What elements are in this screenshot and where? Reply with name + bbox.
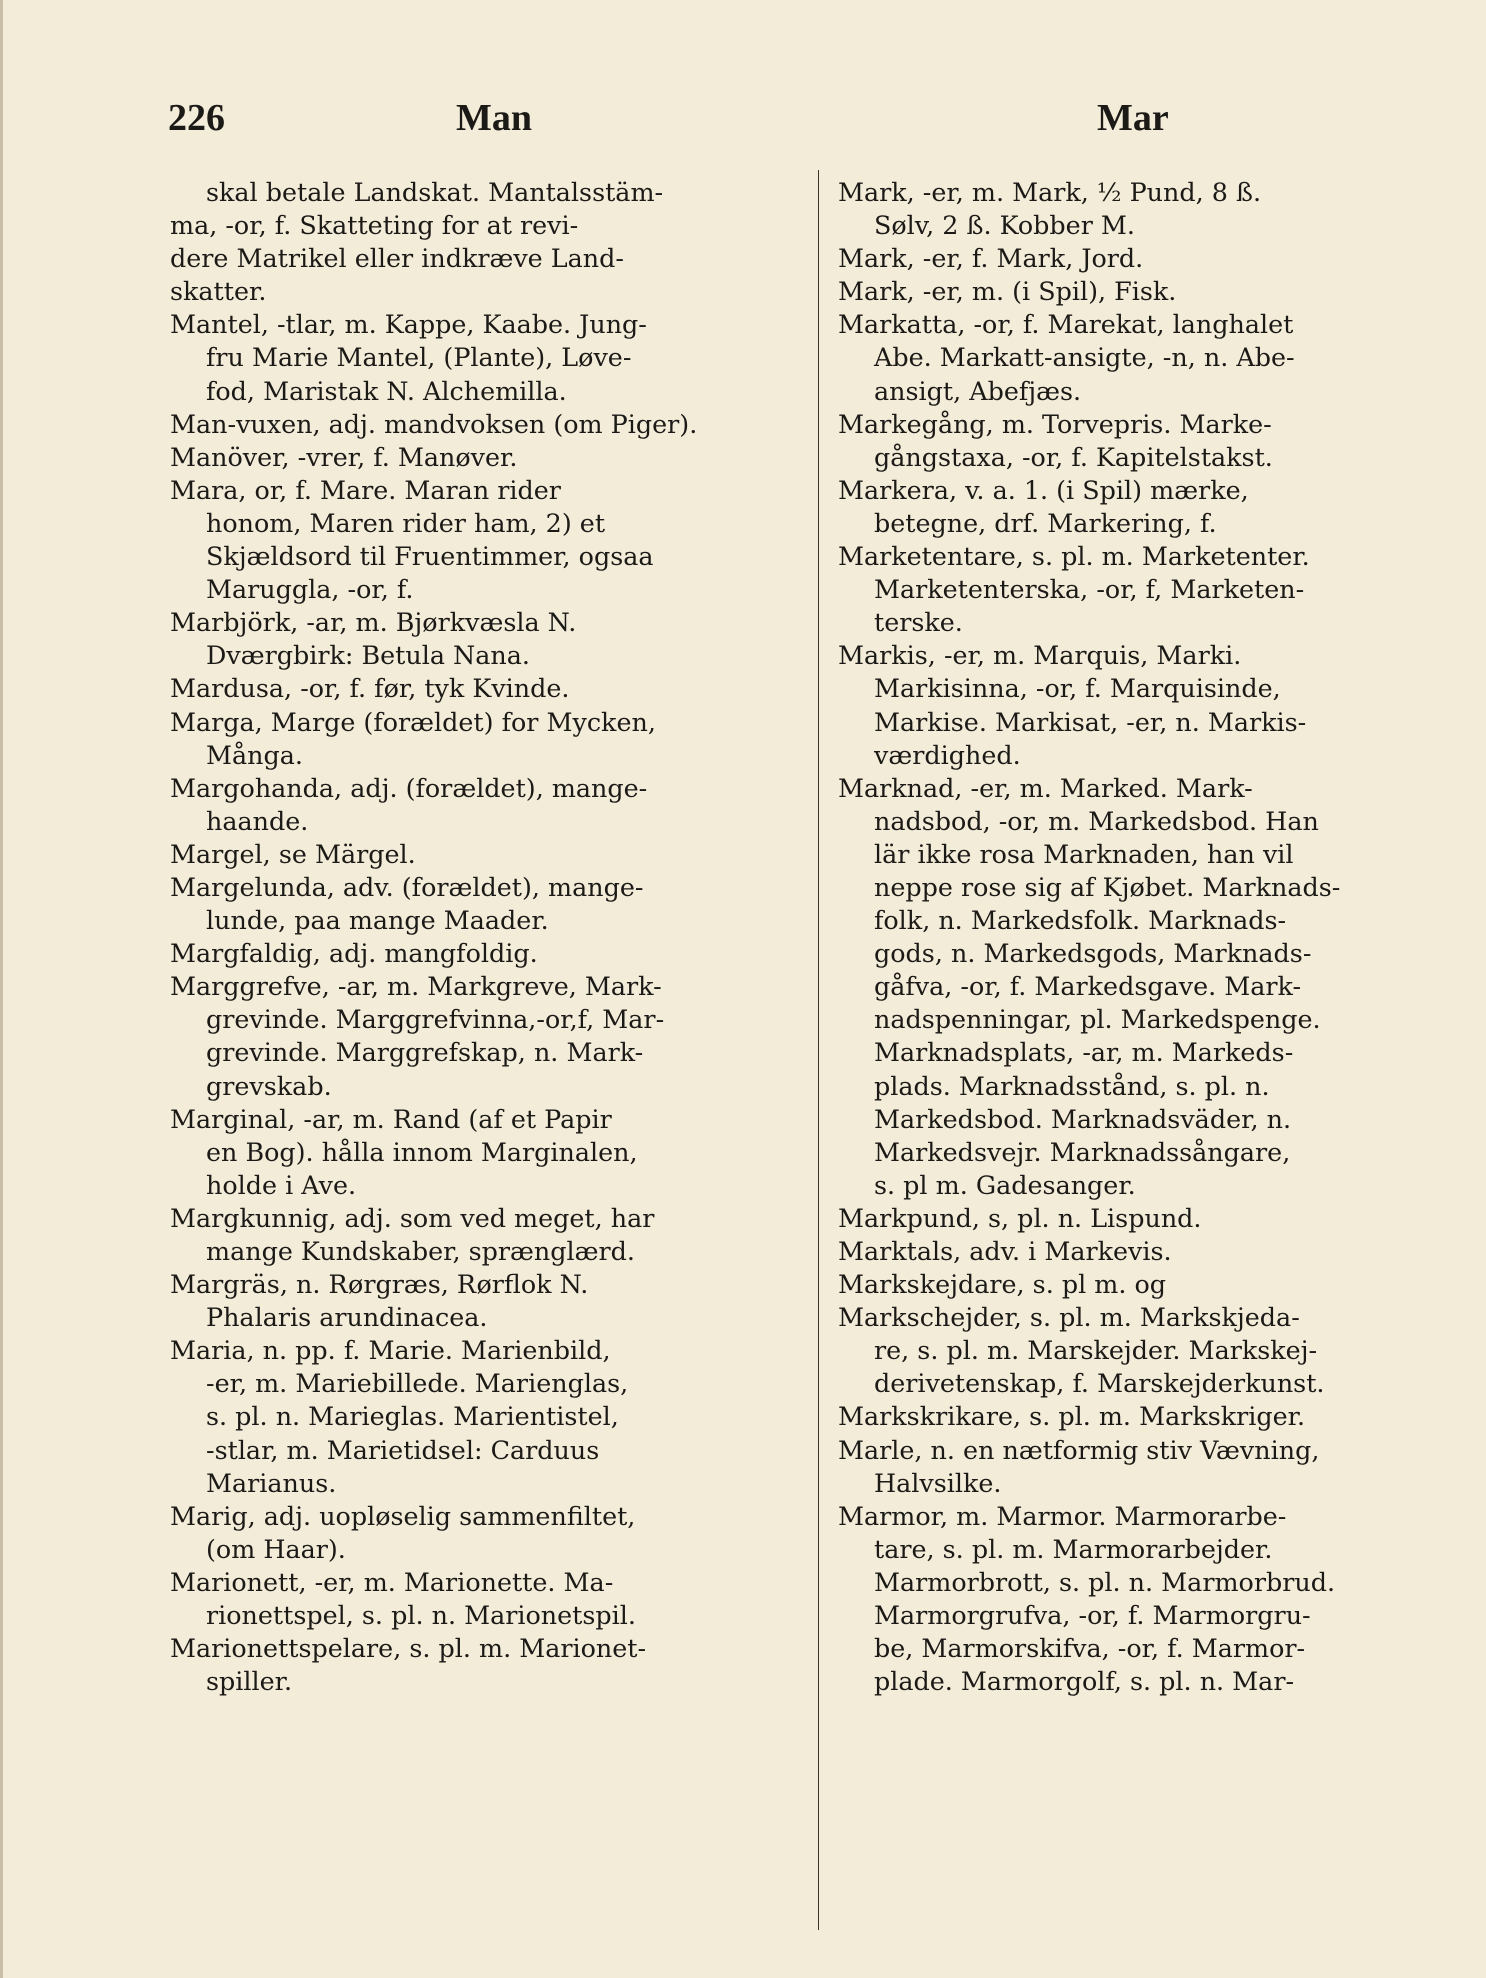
column-divider [818,170,819,1930]
entry-line: Marianus. [206,1467,337,1498]
entry-line: Maria, n. pp. f. Marie. Marienbild, [170,1335,611,1366]
entry-line: dere Matrikel eller indkræve Land- [170,243,624,274]
entry-line: mange Kundskaber, sprænglærd. [206,1236,635,1266]
page-edge [0,0,3,1978]
entry-line: Marga, Marge (forældet) for Mycken, [170,706,656,737]
right-guide-word: Mar [1097,97,1169,139]
entry-line: nadsbod, -or, m. Markedsbod. Han [874,805,1319,836]
entry-line: (om Haar). [206,1533,346,1564]
entry-line: Marktals, adv. i Markevis. [838,1236,1172,1266]
entry-line: folk, n. Markedsfolk. Marknads- [874,905,1287,936]
entry-line: skal betale Landskat. Mantalsstäm- [206,177,664,207]
entry-line: Marknad, -er, m. Marked. Mark- [838,772,1253,803]
entry-line: Margfaldig, adj. mangfoldig. [170,938,538,969]
entry-line: Markisinna, -or, f. Marquisinde, [874,673,1281,704]
entry-line: Många. [206,739,303,770]
entry-line: grevinde. Marggrefskap, n. Mark- [206,1037,644,1068]
entry-line: fru Marie Mantel, (Plante), Løve- [206,342,632,373]
entry-line: plade. Marmorgolf, s. pl. n. Mar- [874,1666,1295,1697]
entry-line: Markedsbod. Marknadsväder, n. [874,1103,1292,1134]
entry-line: -stlar, m. Marietidsel: Carduus [206,1434,600,1465]
entry-line: Markedsvejr. Marknadssångare, [874,1136,1291,1167]
entry-line: Mantel, -tlar, m. Kappe, Kaabe. Jung- [170,309,647,340]
entry-line: Margelunda, adv. (forældet), mange- [170,871,644,902]
entry-line: Markschejder, s. pl. m. Markskjeda- [838,1302,1300,1333]
entry-line: Maruggla, -or, f. [206,574,414,605]
entry-line: s. pl. n. Marieglas. Marientistel, [206,1401,619,1432]
entry-line: Markskejdare, s. pl m. og [838,1269,1167,1300]
page-number: 226 [168,97,225,139]
entry-line: Markis, -er, m. Marquis, Marki. [838,640,1242,671]
entry-line: Margräs, n. Rørgræs, Rørflok N. [170,1269,589,1300]
entry-line: haande. [206,805,309,836]
entry-line: re, s. pl. m. Marskejder. Markskej- [874,1335,1318,1366]
entry-line: tare, s. pl. m. Marmorarbejder. [874,1533,1273,1564]
entry-line: Margohanda, adj. (forældet), mange- [170,772,648,803]
entry-line: Marbjörk, -ar, m. Bjørkvæsla N. [170,607,577,638]
entry-line: Markatta, -or, f. Marekat, langhalet [838,309,1294,340]
entry-line: ma, -or, f. Skatteting for at revi- [170,210,579,241]
entry-line: Marmorbrott, s. pl. n. Marmorbrud. [874,1566,1336,1597]
entry-line: derivetenskap, f. Marskejderkunst. [874,1368,1325,1399]
entry-line: neppe rose sig af Kjøbet. Marknads- [874,871,1341,902]
entry-line: en Bog). hålla innom Marginalen, [206,1136,638,1167]
entry-line: Marketenterska, -or, f, Marketen- [874,574,1305,605]
entry-line: s. pl m. Gadesanger. [874,1169,1136,1200]
entry-line: Margel, se Märgel. [170,838,416,869]
entry-line: Sølv, 2 ß. Kobber M. [874,210,1135,241]
entry-line: gods, n. Markedsgods, Marknads- [874,938,1312,969]
entry-line: Phalaris arundinacea. [206,1302,488,1333]
entry-line: ansigt, Abefjæs. [874,375,1082,406]
entry-line: be, Marmorskifva, -or, f. Marmor- [874,1633,1306,1664]
entry-line: holde i Ave. [206,1169,357,1200]
entry-line: -er, m. Mariebillede. Marienglas, [206,1368,629,1399]
entry-line: Markegång, m. Torvepris. Marke- [838,408,1272,439]
entry-line: spiller. [206,1666,293,1697]
entry-line: fod, Maristak N. Alchemilla. [206,375,567,406]
entry-line: Margkunnig, adj. som ved meget, har [170,1202,655,1233]
left-guide-word: Man [456,97,532,139]
entry-line: nadspenningar, pl. Markedspenge. [874,1004,1321,1035]
entry-line: grevinde. Marggrefvinna,-or,f, Mar- [206,1004,665,1035]
entry-line: Man-vuxen, adj. mandvoksen (om Piger). [170,408,698,439]
entry-line: Markera, v. a. 1. (i Spil) mærke, [838,474,1249,505]
entry-line: Marionettspelare, s. pl. m. Marionet- [170,1633,647,1664]
entry-line: Marmorgrufva, -or, f. Marmorgru- [874,1600,1311,1631]
right-column [838,176,1458,1698]
entry-line: Mark, -er, m. (i Spil), Fisk. [838,276,1177,307]
entry-line: værdighed. [874,739,1021,770]
entry-line: honom, Maren rider ham, 2) et [206,507,606,538]
entry-line: grevskab. [206,1070,332,1101]
entry-line: Halvsilke. [874,1467,1002,1498]
entry-line: Mark, -er, f. Mark, Jord. [838,243,1144,274]
entry-line: Abe. Markatt-ansigte, -n, n. Abe- [874,342,1295,373]
entry-line: lunde, paa mange Maader. [206,905,549,936]
entry-line: rionettspel, s. pl. n. Marionetspil. [206,1600,636,1631]
entry-line: betegne, drf. Markering, f. [874,507,1217,538]
entry-line: Mark, -er, m. Mark, ½ Pund, 8 ß. [838,177,1262,207]
entry-line: Mara, or, f. Mare. Maran rider [170,474,561,505]
entry-line: Markskrikare, s. pl. m. Markskriger. [838,1401,1306,1432]
entry-line: Skjældsord til Fruentimmer, ogsaa [206,541,654,572]
entry-line: Manöver, -vrer, f. Manøver. [170,441,518,472]
entry-line: Marig, adj. uopløselig sammenfiltet, [170,1500,636,1531]
entry-line: Mardusa, -or, f. før, tyk Kvinde. [170,673,570,704]
entry-line: Markpund, s, pl. n. Lispund. [838,1202,1202,1233]
entry-line: Marginal, -ar, m. Rand (af et Papir [170,1103,612,1134]
entry-line: Markise. Markisat, -er, n. Markis- [874,706,1307,737]
entry-line: Marketentare, s. pl. m. Marketenter. [838,541,1310,572]
entry-line: lär ikke rosa Marknaden, han vil [874,838,1294,869]
entry-line: Marmor, m. Marmor. Marmorarbe- [838,1500,1287,1531]
entry-line: Marionett, -er, m. Marionette. Ma- [170,1566,614,1597]
entry-line: Dværgbirk: Betula Nana. [206,640,530,671]
entry-line: skatter. [170,276,267,307]
entry-line: gåfva, -or, f. Markedsgave. Mark- [874,971,1302,1002]
entry-line: terske. [874,607,963,638]
entry-line: Marggrefve, -ar, m. Markgreve, Mark- [170,971,662,1002]
entry-line: plads. Marknadsstånd, s. pl. n. [874,1070,1270,1101]
entry-line: gångstaxa, -or, f. Kapitelstakst. [874,441,1273,472]
entry-line: Marknadsplats, -ar, m. Markeds- [874,1037,1294,1068]
left-column [170,176,795,1698]
running-header [0,96,1486,146]
entry-line: Marle, n. en nætformig stiv Vævning, [838,1434,1320,1465]
